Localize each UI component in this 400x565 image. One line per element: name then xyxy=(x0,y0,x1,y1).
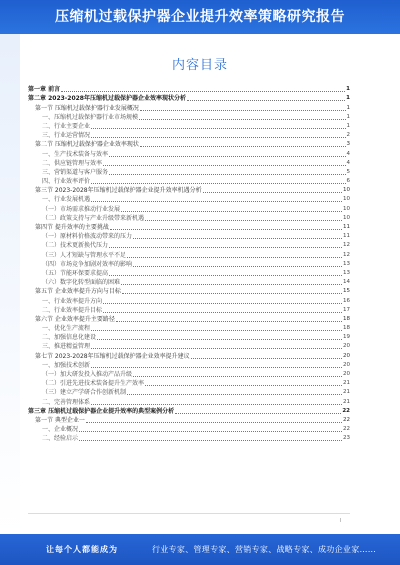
toc-entry-text: （一）市场需求推动行业发展 xyxy=(42,205,121,213)
toc-entry[interactable] xyxy=(28,287,350,296)
toc-heading: 内容目录 xyxy=(171,58,228,73)
toc-entry-text: 二、行业主要企业 xyxy=(42,122,91,130)
toc-entry[interactable] xyxy=(28,361,350,370)
toc-entry-page: 1 xyxy=(346,113,350,120)
toc-entry[interactable] xyxy=(28,397,350,406)
toc-leader-dots xyxy=(109,247,342,248)
toc-entry-text: （一）加大研发投入推动产品升级 xyxy=(42,371,133,378)
toc-entry-page: 1 xyxy=(346,122,350,129)
footer-tagline: 行业专家、管理专家、营销专家、战略专家、成功企业家…… xyxy=(152,545,377,554)
toc-entry[interactable] xyxy=(28,85,350,94)
toc-entry-text: 第六节 企业效率提升主要路径 xyxy=(35,315,115,323)
toc-leader-dots xyxy=(121,284,342,285)
toc-leader-dots xyxy=(91,348,342,349)
toc-entry[interactable] xyxy=(28,214,350,223)
toc-entry-text: 三、行业运营情况 xyxy=(42,132,91,140)
toc-entry-text: 一、行业效率提升方向 xyxy=(42,297,103,305)
toc-leader-dots xyxy=(121,211,342,212)
toc-entry-page: 12 xyxy=(343,251,350,258)
toc-entry-page: 10 xyxy=(343,187,350,194)
toc-entry-text: （四）市场竞争加剧对效率的影响 xyxy=(42,260,133,268)
toc-leader-dots xyxy=(103,165,345,166)
toc-entry[interactable] xyxy=(28,204,350,213)
toc-leader-dots xyxy=(116,321,342,322)
toc-leader-dots xyxy=(133,376,342,377)
toc-entry-page: 3 xyxy=(346,141,350,148)
toc-entry-text: 第一节 典型企业一 xyxy=(35,416,85,424)
toc-entry[interactable] xyxy=(28,315,350,324)
toc-entry[interactable] xyxy=(28,434,350,443)
toc-leader-dots xyxy=(91,201,342,202)
toc-entry-text: 一、压缩机过载保护器行业市场规模 xyxy=(42,113,139,121)
toc-entry[interactable] xyxy=(28,223,350,232)
toc-entry[interactable] xyxy=(28,177,350,186)
toc-entry[interactable] xyxy=(28,168,350,177)
toc-entry[interactable] xyxy=(28,333,350,342)
toc-leader-dots xyxy=(187,100,345,101)
toc-leader-dots xyxy=(145,385,342,386)
toc-leader-dots xyxy=(145,220,342,221)
footer-bar xyxy=(0,534,400,565)
toc-entry-page: 4 xyxy=(346,150,350,157)
toc-entry[interactable] xyxy=(28,269,350,278)
toc-entry[interactable] xyxy=(28,149,350,158)
toc-entry[interactable] xyxy=(28,241,350,250)
toc-leader-dots xyxy=(86,422,342,423)
toc-entry-page: 14 xyxy=(343,279,350,286)
toc-entry-page: 20 xyxy=(343,361,350,368)
toc-entry-text: 一、行业发展机遇 xyxy=(42,196,91,204)
toc-leader-dots xyxy=(139,119,345,120)
toc-leader-dots xyxy=(140,110,346,111)
toc-leader-dots xyxy=(110,229,342,230)
toc-entry-text: 第七节 2023-2028年压缩机过载保护器企业效率提升建议 xyxy=(35,352,190,360)
toc-leader-dots xyxy=(175,413,341,414)
toc-entry[interactable] xyxy=(28,296,350,305)
toc-entry-text: 二、完善管理体系 xyxy=(42,398,91,406)
toc-entry[interactable] xyxy=(28,324,350,333)
toc-entry-page: 13 xyxy=(343,269,350,276)
toc-entry-text: （二）引进先进技术装备提升生产效率 xyxy=(42,380,145,388)
toc-entry[interactable] xyxy=(28,113,350,122)
table-of-contents xyxy=(28,85,350,443)
toc-leader-dots xyxy=(103,303,342,304)
toc-entry-text: 第三章 压缩机过载保护器企业提升效率的典型案例分析 xyxy=(28,407,175,415)
toc-entry-text: 一、生产技术装备与效率 xyxy=(42,150,109,158)
toc-leader-dots xyxy=(61,91,345,92)
toc-leader-dots xyxy=(122,293,342,294)
toc-entry-page: 2 xyxy=(346,132,350,139)
toc-entry-page: 20 xyxy=(343,352,350,359)
toc-entry[interactable] xyxy=(28,306,350,315)
toc-leader-dots xyxy=(109,275,342,276)
toc-entry-page: 10 xyxy=(343,196,350,203)
toc-entry-page: 13 xyxy=(343,260,350,267)
toc-entry[interactable] xyxy=(28,159,350,168)
toc-entry[interactable] xyxy=(28,122,350,131)
toc-entry-text: 第一节 压缩机过载保护器行业发展概况 xyxy=(35,104,139,112)
toc-entry[interactable] xyxy=(28,103,350,112)
toc-entry[interactable] xyxy=(28,425,350,434)
toc-entry[interactable] xyxy=(28,342,350,351)
toc-entry-page: 18 xyxy=(343,325,350,332)
toc-entry-page: 12 xyxy=(343,242,350,249)
toc-entry[interactable] xyxy=(28,250,350,259)
toc-leader-dots xyxy=(79,431,342,432)
toc-entry-text: 三、营销渠道与客户服务 xyxy=(42,168,109,176)
toc-leader-dots xyxy=(91,404,342,405)
toc-leader-dots xyxy=(109,156,345,157)
toc-leader-dots xyxy=(91,183,345,184)
toc-leader-dots xyxy=(91,137,345,138)
toc-entry[interactable] xyxy=(28,370,350,379)
toc-leader-dots xyxy=(91,330,342,331)
toc-entry[interactable] xyxy=(28,407,350,416)
toc-entry-text: 二、行业效率提升目标 xyxy=(42,306,103,314)
toc-entry-page: 6 xyxy=(346,178,350,185)
toc-entry-page: 1 xyxy=(346,95,350,102)
decorative-side-stripe xyxy=(0,34,20,534)
toc-entry[interactable] xyxy=(28,379,350,388)
toc-entry[interactable] xyxy=(28,388,350,397)
toc-leader-dots xyxy=(97,339,342,340)
toc-entry-page: 20 xyxy=(343,371,350,377)
toc-entry-text: 第一章 前言 xyxy=(28,86,61,94)
toc-entry-page: 11 xyxy=(343,233,350,240)
toc-entry-text: 第五节 企业效率提升方向与目标 xyxy=(35,288,121,296)
toc-entry-text: （三）人才短缺与管理水平不足 xyxy=(42,251,127,259)
toc-leader-dots xyxy=(133,238,342,239)
toc-entry-page: 1 xyxy=(346,86,350,93)
toc-entry-page: 23 xyxy=(343,435,350,442)
toc-entry-page: 16 xyxy=(343,297,350,304)
toc-entry-text: 第四节 提升效率的主要挑战 xyxy=(35,224,109,231)
toc-entry[interactable] xyxy=(28,131,350,140)
divider xyxy=(28,513,350,514)
toc-leader-dots xyxy=(91,128,345,129)
toc-entry-page: 10 xyxy=(343,205,350,212)
toc-entry-text: （六）数字化转型面临的困难 xyxy=(42,279,121,287)
toc-entry[interactable] xyxy=(28,278,350,287)
toc-entry-text: 一、加强技术创新 xyxy=(42,361,91,369)
toc-leader-dots xyxy=(127,394,342,395)
toc-entry-page: 10 xyxy=(343,214,350,221)
toc-entry-page: 21 xyxy=(343,398,350,405)
toc-entry-page: 21 xyxy=(343,389,350,396)
toc-entry-text: （五）节能环保要求提高 xyxy=(42,269,109,277)
page-number: I xyxy=(340,518,342,524)
toc-entry-text: （二）政策支持与产业升级带来新机遇 xyxy=(42,214,145,222)
toc-leader-dots xyxy=(79,440,342,441)
toc-entry-page: 20 xyxy=(343,343,350,350)
report-title: 压缩机过载保护器企业提升效率策略研究报告 xyxy=(55,9,345,25)
toc-leader-dots xyxy=(91,367,342,368)
toc-entry-text: 三、推进精益管理 xyxy=(42,343,91,351)
toc-entry[interactable] xyxy=(28,416,350,425)
toc-entry[interactable] xyxy=(28,94,350,103)
toc-entry-text: 第二章 2023-2028年压缩机过载保护器企业效率现状分析 xyxy=(28,95,186,103)
toc-entry-text: （二）技术更新换代压力 xyxy=(42,242,109,250)
toc-entry-page: 21 xyxy=(343,380,350,387)
toc-entry-page: 5 xyxy=(346,168,350,175)
toc-entry-page: 22 xyxy=(343,426,350,433)
toc-entry-text: 二、经验启示 xyxy=(42,435,79,443)
toc-entry-page: 22 xyxy=(343,416,350,423)
toc-entry-page: 22 xyxy=(342,407,350,414)
toc-leader-dots xyxy=(109,174,345,175)
toc-leader-dots xyxy=(140,146,346,147)
footer-slogan: 让每个人都能成为 xyxy=(46,545,118,554)
toc-entry-page: 11 xyxy=(343,224,350,230)
toc-leader-dots xyxy=(133,266,342,267)
toc-entry-page: 19 xyxy=(343,334,350,341)
toc-entry-text: 四、行业效率评价 xyxy=(42,178,91,186)
toc-entry-text: 一、优化生产流程 xyxy=(42,325,91,333)
toc-entry-page: 17 xyxy=(343,306,350,313)
report-header-bar xyxy=(0,0,400,34)
toc-leader-dots xyxy=(203,192,342,193)
toc-entry-text: 一、企业概况 xyxy=(42,426,79,434)
toc-entry[interactable] xyxy=(28,140,350,149)
toc-entry[interactable] xyxy=(28,260,350,269)
toc-leader-dots xyxy=(127,257,342,258)
toc-entry-text: （一）原材料价格波动带来的压力 xyxy=(42,233,133,241)
toc-entry-page: 4 xyxy=(346,159,350,166)
toc-entry-text: （三）建立产学研合作创新机制 xyxy=(42,389,127,397)
toc-leader-dots xyxy=(191,358,342,359)
toc-entry-text: 二、供应链管理与效率 xyxy=(42,159,103,167)
toc-entry-text: 二、加强信息化建设 xyxy=(42,334,97,342)
toc-entry[interactable] xyxy=(28,195,350,204)
toc-entry[interactable] xyxy=(28,232,350,241)
toc-entry-text: 第三节 2023-2028年压缩机过载保护器企业提升效率机遇分析 xyxy=(35,187,202,195)
toc-entry[interactable] xyxy=(28,186,350,195)
toc-entry-page: 1 xyxy=(346,104,350,111)
toc-leader-dots xyxy=(103,312,342,313)
toc-entry-page: 15 xyxy=(343,288,350,295)
toc-entry-text: 第二节 压缩机过载保护器企业效率现状 xyxy=(35,141,139,149)
toc-entry-page: 18 xyxy=(343,315,350,322)
toc-entry[interactable] xyxy=(28,351,350,360)
